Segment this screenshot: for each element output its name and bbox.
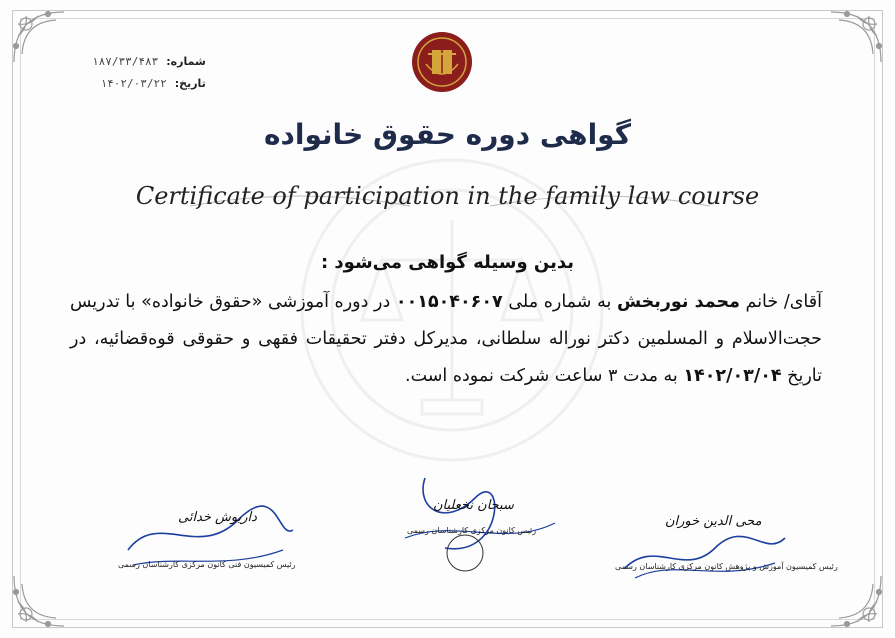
- justice-emblem-seal-icon: [410, 30, 474, 94]
- intro-line: بدین وسیله گواهی می‌شود :: [320, 252, 575, 273]
- signature-name-right: محی الدین خوران: [665, 514, 762, 529]
- signature-name-center: سبحان نخعلیان: [433, 498, 514, 513]
- reference-date-row: [92, 72, 206, 94]
- reference-block: [92, 50, 206, 94]
- certificate-title-english: Certificate of participation in the family law course: [135, 182, 760, 210]
- body-part-3: در دوره آموزشی «حقوق خانواده» با تدریس حجت‌الاسلام و المسلمین دکتر نوراله سلطانی، مدیرکل دفتر تحقیقات فقهی و حقوقی قوه‌قضائیه، در تاریخ: [70, 292, 822, 386]
- body-part-2: به شماره ملی: [502, 292, 617, 312]
- person-name: محمد نوربخش: [616, 292, 740, 312]
- national-id: ۰۰۱۵۰۴۰۶۰۷: [395, 292, 503, 312]
- number-label: شماره:: [166, 54, 206, 68]
- date-label: تاریخ:: [174, 76, 206, 90]
- signature-block-right: [615, 508, 838, 618]
- certificate-title-persian: گواهی دوره حقوق خانواده: [263, 118, 632, 151]
- course-date: ۱۴۰۲/۰۳/۰۴: [683, 366, 782, 386]
- signature-title-center: رئیس کانون مرکزی کارشناسان رسمی: [407, 526, 537, 535]
- certificate-body: [70, 284, 822, 395]
- signature-title-right: رئیس کمیسیون آموزش و پژوهش کانون مرکزی کارشناسان رسمی: [615, 562, 838, 571]
- body-part-1: آقای/ خانم: [739, 292, 822, 312]
- signature-block-left: [118, 500, 298, 610]
- body-part-4: به مدت ۳ ساعت شرکت نموده است.: [405, 366, 684, 386]
- date-value: ۱۴۰۲/۰۳/۲۲: [100, 76, 167, 90]
- signature-title-left: رئیس کمیسیون فنی کانون مرکزی کارشناسان رسمی: [118, 560, 296, 569]
- reference-number-row: [92, 50, 206, 72]
- signature-scribble-icon: [385, 468, 565, 578]
- ornamental-corner-icon: [8, 6, 70, 68]
- signature-name-left: داریوش خدائی: [178, 510, 257, 525]
- signature-block-center: [385, 468, 565, 578]
- number-value: ۱۸۷/۳۳/۴۸۳: [92, 54, 159, 68]
- ornamental-corner-icon: [825, 6, 887, 68]
- ornamental-corner-icon: [825, 570, 887, 632]
- ornamental-corner-icon: [8, 570, 70, 632]
